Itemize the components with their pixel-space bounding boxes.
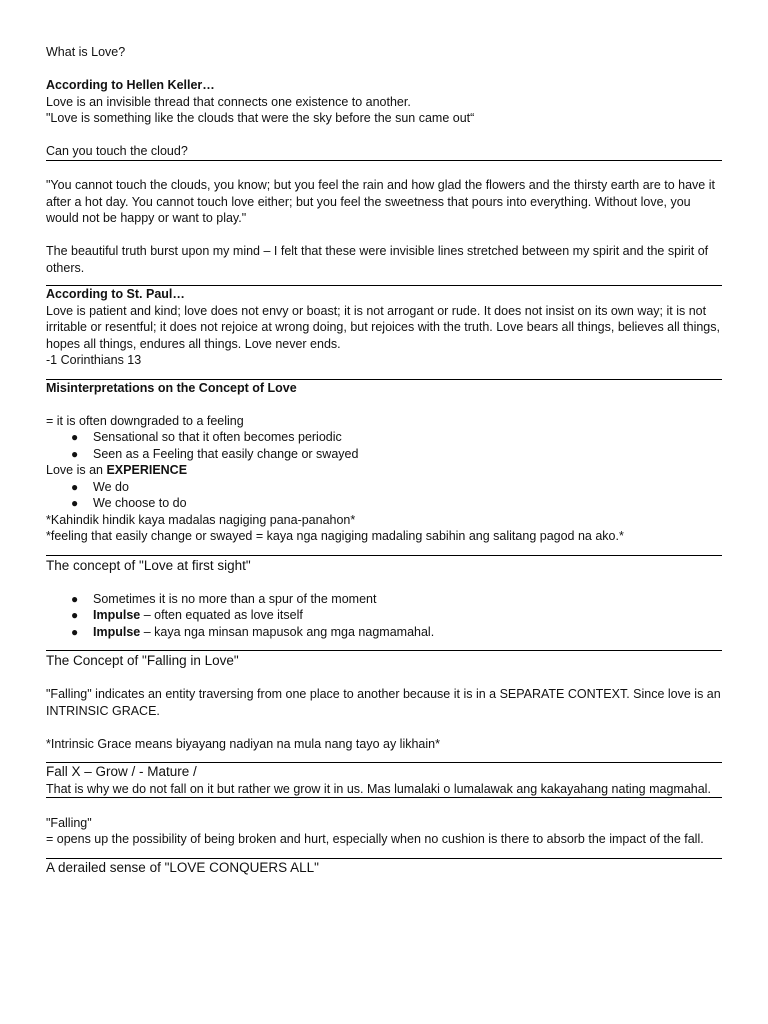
list-item: ● We choose to do xyxy=(71,496,187,510)
falling-text: "Falling" indicates an entity traversing from one place to another because it is in a SEPARATE CONTEXT. Since love is an INTRINSIC GRACE. xyxy=(46,687,721,718)
divider xyxy=(46,858,722,859)
cloud-question: Can you touch the cloud? xyxy=(46,144,188,158)
first-sight-list xyxy=(46,591,722,641)
grow-heading: Fall X – Grow / - Mature / xyxy=(46,764,197,779)
divider xyxy=(46,555,722,556)
page-title: What is Love? xyxy=(46,45,126,59)
keller-quote: "You cannot touch the clouds, you know; but you feel the rain and how glad the flowers and the thirsty earth are to have it after a hot day. You cannot touch love either; but you feel the sweetness that pours into everything. Without love, you would not be happy or want to play." xyxy=(46,178,715,225)
falling-heading: The Concept of "Falling in Love" xyxy=(46,653,239,668)
note-2: *feeling that easily change or swayed = kaya nga nagiging madaling sabihin ang salitang pagod na ako.* xyxy=(46,529,624,543)
misinterpretations-heading: Misinterpretations on the Concept of Love xyxy=(46,380,297,395)
divider xyxy=(46,650,722,651)
falling-impact-text: = opens up the possibility of being broken and hurt, especially when no cushion is there to absorb the impact of the fall. xyxy=(46,832,704,846)
bullet-icon: ● xyxy=(71,624,79,639)
experience-line: Love is an EXPERIENCE xyxy=(46,463,188,477)
misinterpretations-intro: = it is often downgraded to a feeling xyxy=(46,413,244,428)
keller-line-1: Love is an invisible thread that connects one existence to another. xyxy=(46,94,411,109)
note-1: *Kahindik hindik kaya madalas nagiging pana-panahon* xyxy=(46,512,356,527)
bullet-icon: ● xyxy=(71,496,79,510)
paul-heading: According to St. Paul… xyxy=(46,287,185,301)
keller-heading: According to Hellen Keller… xyxy=(46,78,215,92)
bullet-icon: ● xyxy=(71,446,79,461)
document-page xyxy=(46,44,722,876)
experience-list xyxy=(46,479,722,512)
divider xyxy=(46,762,722,763)
paul-text: Love is patient and kind; love does not envy or boast; it is not arrogant or rude. It does not insist on its own way; it is not irritable or resentful; it does not rejoice at wrong doing, but rejoices with the truth. Love bears all things, believes all things, hopes all things, endures all things. Love never ends. xyxy=(46,303,720,351)
list-item: ● Seen as a Feeling that easily change or swayed xyxy=(71,446,359,461)
falling-word: "Falling" xyxy=(46,815,92,830)
bullet-icon: ● xyxy=(71,430,79,444)
list-item: ● Sensational so that it often becomes periodic xyxy=(71,430,342,444)
list-item: ● Sometimes it is no more than a spur of the moment xyxy=(71,591,377,606)
list-item: ● Impulse – kaya nga minsan mapusok ang mga nagmamahal. xyxy=(71,624,435,639)
feeling-list xyxy=(46,429,722,462)
grow-text: That is why we do not fall on it but rather we grow it in us. Mas lumalaki o lumalawak ang kakayahang nating magmahal. xyxy=(46,781,711,796)
list-item: ● Impulse – often equated as love itself xyxy=(71,608,303,622)
falling-note: *Intrinsic Grace means biyayang nadiyan na mula nang tayo ay likhain* xyxy=(46,736,440,751)
first-sight-heading: The concept of "Love at first sight" xyxy=(46,557,251,573)
bullet-icon: ● xyxy=(71,608,79,622)
list-item: ● We do xyxy=(71,479,129,494)
derailed-heading: A derailed sense of "LOVE CONQUERS ALL" xyxy=(46,859,319,875)
bullet-icon: ● xyxy=(71,479,79,494)
keller-truth: The beautiful truth burst upon my mind – I felt that these were invisible lines stretched between my spirit and the spirit of others. xyxy=(46,244,709,275)
bullet-icon: ● xyxy=(71,591,79,606)
keller-line-2: "Love is something like the clouds that were the sky before the sun came out“ xyxy=(46,111,475,125)
paul-reference: -1 Corinthians 13 xyxy=(46,353,142,367)
